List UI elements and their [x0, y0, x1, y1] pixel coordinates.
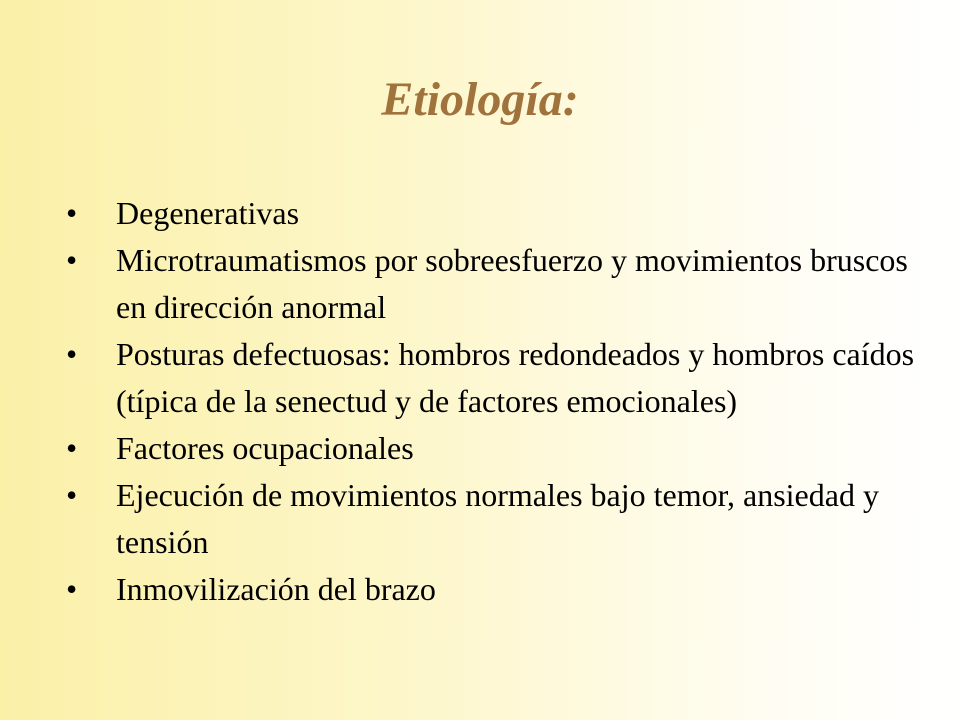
- bullet-item: [66, 237, 926, 331]
- bullet-text: Factores ocupacionales: [116, 430, 414, 466]
- bullet-icon: •: [66, 242, 78, 278]
- bullet-text: Degenerativas: [116, 195, 300, 231]
- bullet-text: Microtraumatismos por sobreesfuerzo y movimientos bruscos en dirección anormal: [116, 242, 908, 325]
- bullet-icon: •: [66, 571, 78, 607]
- bullet-icon: •: [66, 477, 78, 513]
- bullet-item: [66, 331, 926, 425]
- bullet-text: Inmovilización del brazo: [116, 571, 436, 607]
- bullet-item: [66, 472, 926, 566]
- bullet-item: [66, 425, 926, 472]
- bullet-list: [66, 190, 926, 613]
- bullet-item: [66, 190, 926, 237]
- bullet-icon: •: [66, 336, 78, 372]
- bullet-icon: •: [66, 195, 78, 231]
- slide-title: Etiología:: [381, 73, 579, 126]
- bullet-item: [66, 566, 926, 613]
- bullet-icon: •: [66, 430, 78, 466]
- bullet-text: Posturas defectuosas: hombros redondeados y hombros caídos (típica de la senectud y de factores emocionales): [116, 336, 915, 419]
- bullet-text: Ejecución de movimientos normales bajo temor, ansiedad y tensión: [116, 477, 879, 560]
